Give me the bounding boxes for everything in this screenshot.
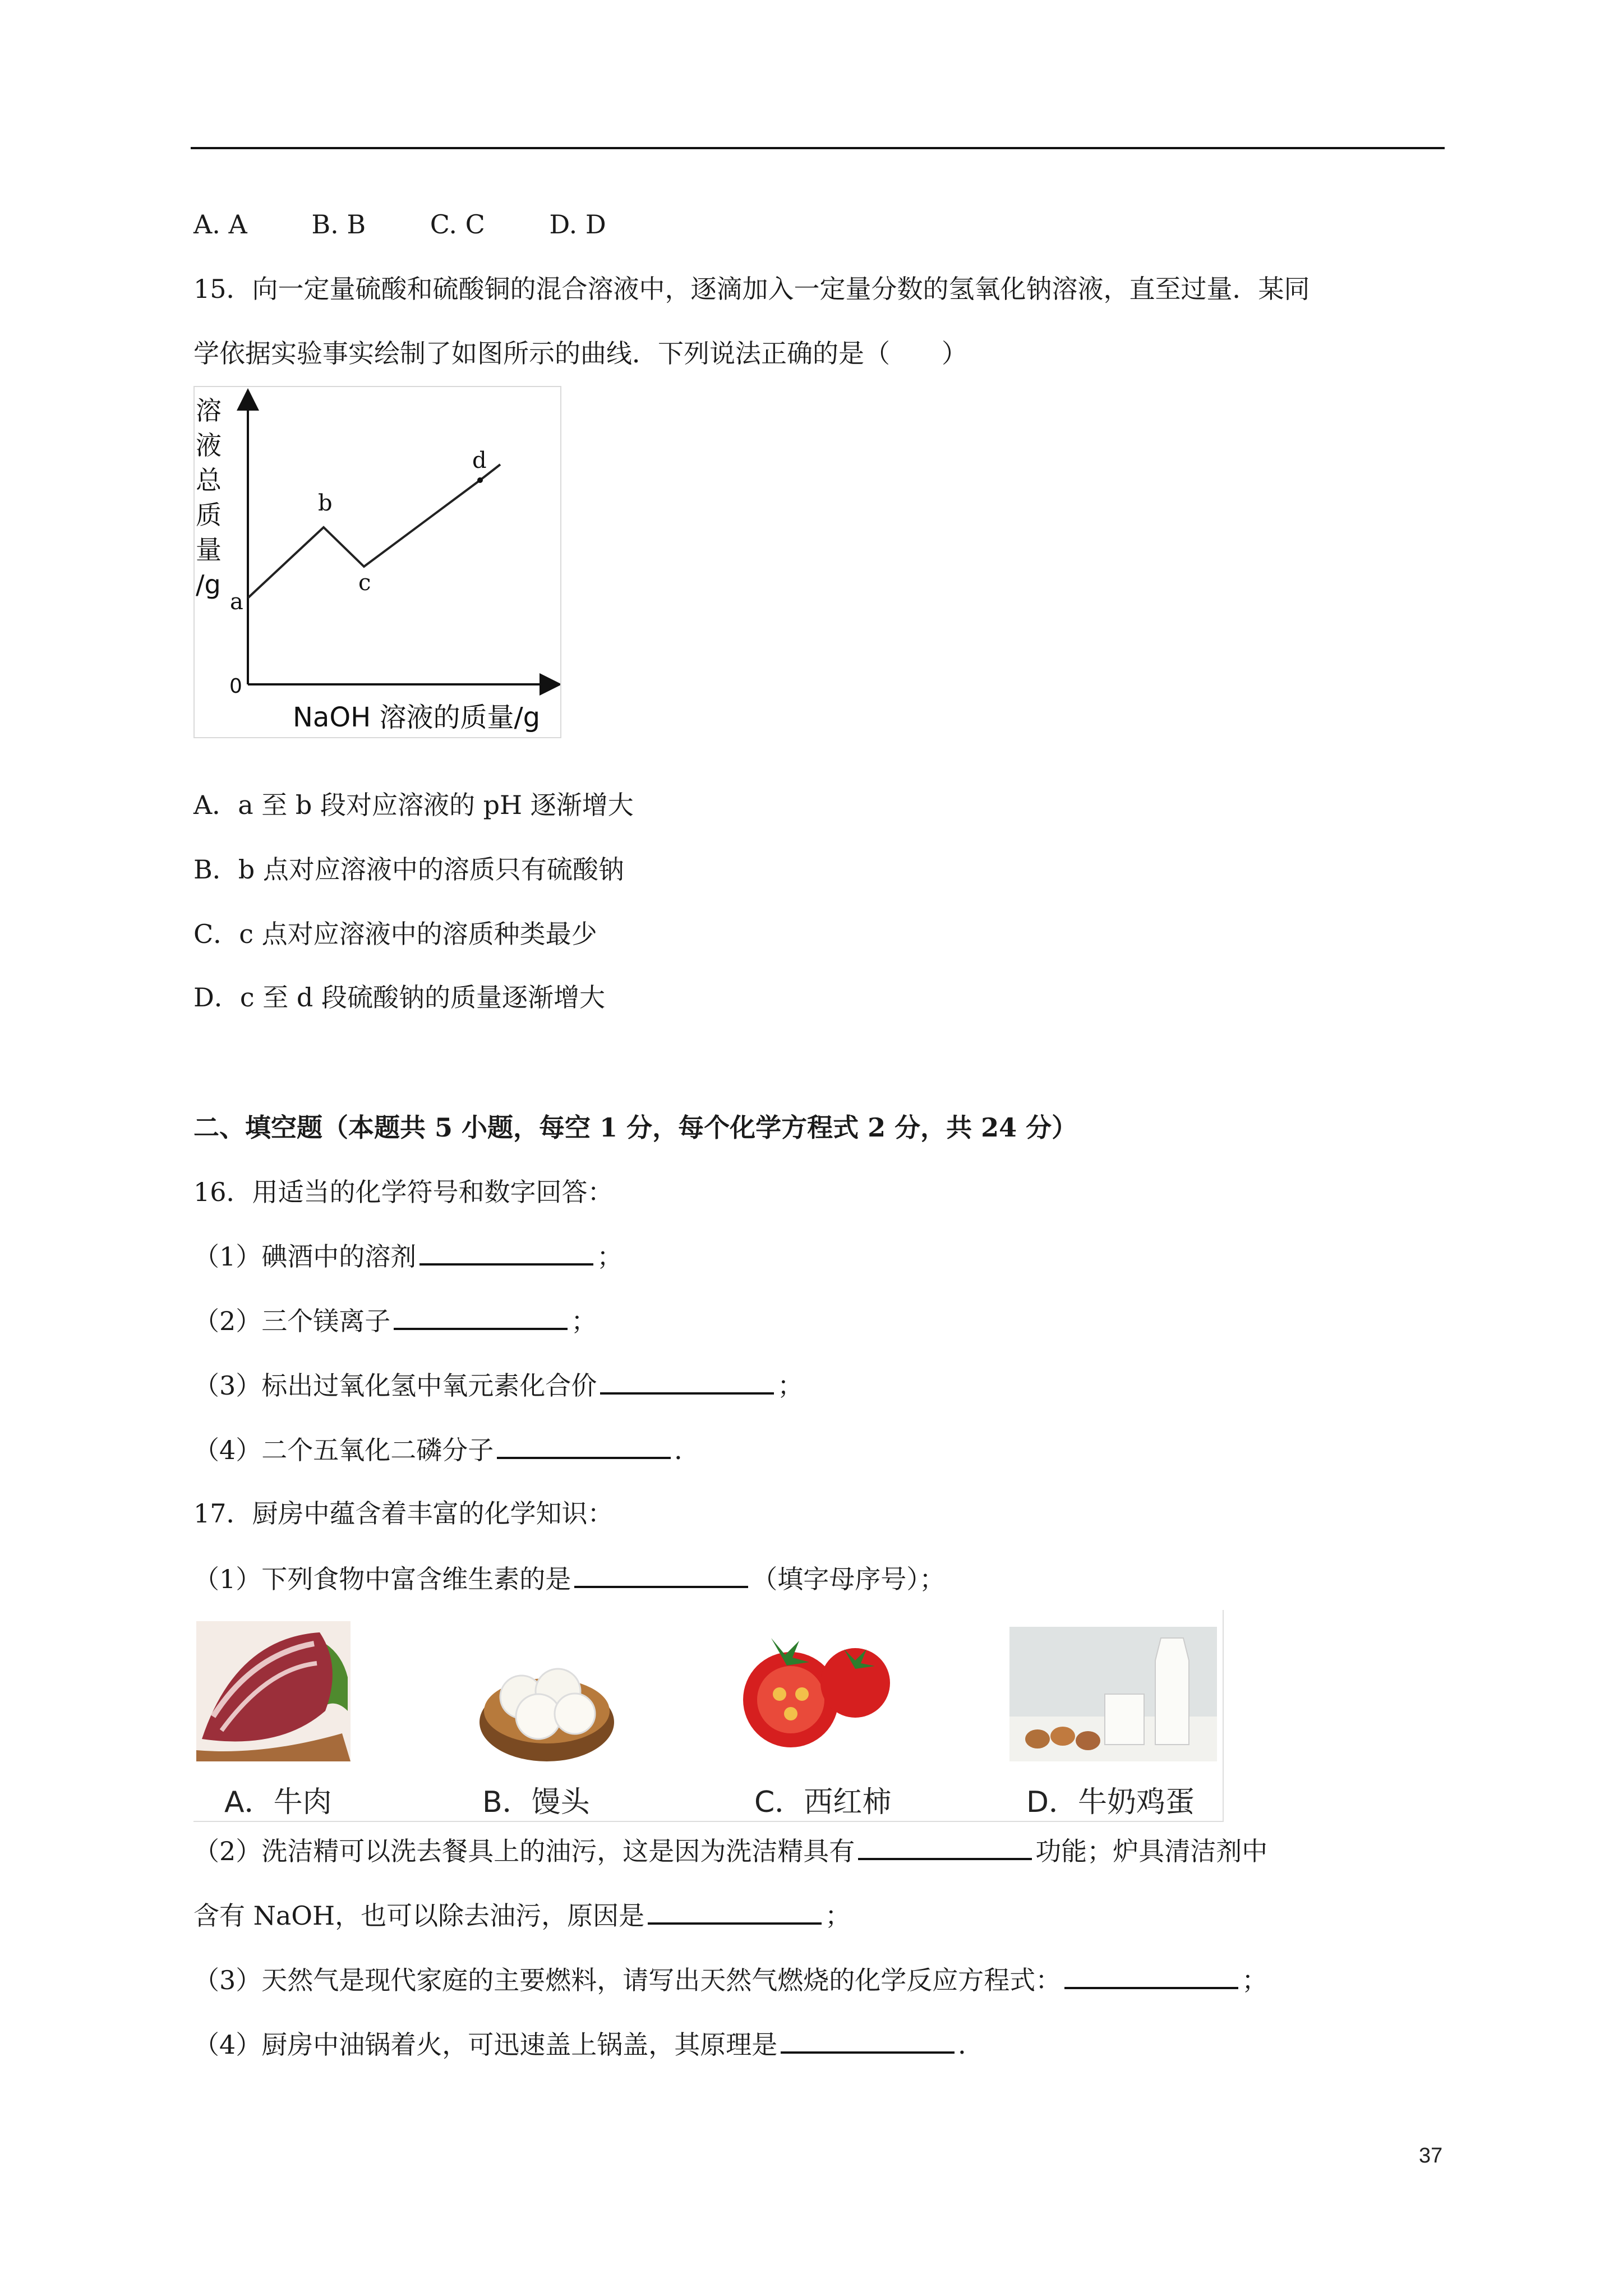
answer-blank xyxy=(600,1370,774,1395)
q16-item-1 xyxy=(193,1240,623,1273)
food-caption-b: B．馒头 xyxy=(482,1786,590,1819)
q17-item-2-mid: 功能；炉具清洁剂中 xyxy=(1035,1836,1268,1866)
beef-image xyxy=(196,1621,351,1761)
x-axis-label: NaOH 溶液的质量/g xyxy=(293,702,541,733)
food-milk-eggs xyxy=(1009,1610,1223,1821)
q14-options xyxy=(193,208,662,241)
food-buns xyxy=(474,1610,642,1821)
section2-heading: 二、填空题（本题共 5 小题，每空 1 分，每个化学方程式 2 分，共 24 分） xyxy=(193,1112,1078,1143)
q15-option-a: A．a 至 b 段对应溶液的 pH 逐渐增大 xyxy=(193,790,634,820)
q16-item-2-end: ； xyxy=(571,1306,597,1336)
point-d xyxy=(477,477,483,483)
answer-blank xyxy=(497,1434,671,1459)
point-label-c: c xyxy=(358,570,371,596)
q17-item-2 xyxy=(193,1834,1267,1868)
q17-item-4-end: ． xyxy=(958,2030,984,2060)
answer-blank xyxy=(648,1900,822,1925)
origin-label: 0 xyxy=(229,675,242,698)
q17-item-4 xyxy=(193,2028,984,2062)
q14-option-b: B. B xyxy=(311,209,366,240)
q15-option-b: B．b 点对应溶液中的溶质只有硫酸钠 xyxy=(193,854,624,885)
q17-item-2-text: （2）洗洁精可以洗去餐具上的油污，这是因为洗洁精具有 xyxy=(193,1836,855,1866)
q14-option-c: C. C xyxy=(430,209,485,240)
food-caption-a: A．牛肉 xyxy=(224,1786,332,1819)
answer-blank xyxy=(394,1305,568,1330)
answer-blank xyxy=(781,2029,955,2054)
y-axis-label-char: 质 xyxy=(196,500,222,530)
q17-stem: 17．厨房中蕴含着丰富的化学知识： xyxy=(193,1498,614,1529)
q16-item-1-text: （1）碘酒中的溶剂 xyxy=(193,1241,417,1272)
buns-image xyxy=(474,1632,620,1767)
milk-eggs-image xyxy=(1009,1627,1217,1761)
q16-item-4 xyxy=(193,1433,700,1467)
q16-stem: 16．用适当的化学符号和数字回答： xyxy=(193,1177,614,1207)
q15-stem-line2: 学依据实验事实绘制了如图所示的曲线．下列说法正确的是（ ） xyxy=(193,338,967,369)
food-caption-d: D．牛奶鸡蛋 xyxy=(1026,1786,1195,1819)
q17-item-3 xyxy=(193,1963,1267,1997)
q16-item-1-end: ； xyxy=(597,1241,623,1272)
q15-stem-line1: 15．向一定量硫酸和硫酸铜的混合溶液中，逐滴加入一定量分数的氢氧化钠溶液，直至过量．某同 xyxy=(193,274,1310,304)
q14-option-d: D. D xyxy=(549,209,606,240)
q17-item-1-text: （1）下列食物中富含维生素的是 xyxy=(193,1564,571,1594)
q17-item-2-line2-text: 含有 NaOH，也可以除去油污，原因是 xyxy=(193,1901,645,1931)
answer-blank xyxy=(858,1835,1032,1860)
page-number: 37 xyxy=(1419,2144,1443,2168)
series-line-group xyxy=(230,448,500,615)
q17-item-1-post: （填字母序号）； xyxy=(751,1564,946,1594)
series-line xyxy=(248,464,500,598)
answer-blank xyxy=(574,1563,748,1588)
q16-item-3-end: ； xyxy=(777,1370,804,1401)
point-label-d: d xyxy=(472,448,487,473)
q16-item-3-text: （3）标出过氧化氢中氧元素化合价 xyxy=(193,1370,597,1401)
header-rule xyxy=(191,147,1445,149)
point-label-b: b xyxy=(318,490,333,516)
q15-option-c: C．c 点对应溶液中的溶质种类最少 xyxy=(193,919,597,949)
y-axis-label-char: 溶 xyxy=(196,395,222,426)
y-axis-label xyxy=(196,395,222,600)
q14-option-a: A. A xyxy=(193,209,247,240)
q16-item-4-end: ． xyxy=(674,1435,700,1465)
answer-blank xyxy=(1064,1964,1238,1989)
q16-item-2-text: （2）三个镁离子 xyxy=(193,1306,391,1336)
q17-item-2-line2 xyxy=(193,1899,851,1932)
y-axis-label-char: 量 xyxy=(196,535,222,565)
q17-item-1 xyxy=(193,1562,945,1596)
food-caption-c: C．西红柿 xyxy=(754,1786,892,1819)
q15-graph xyxy=(193,386,561,738)
y-axis-label-char: 总 xyxy=(196,465,222,495)
q16-item-3 xyxy=(193,1369,803,1402)
food-images-strip xyxy=(193,1610,1224,1822)
q16-item-4-text: （4）二个五氧化二磷分子 xyxy=(193,1435,494,1465)
answer-blank xyxy=(419,1241,593,1266)
q17-item-3-end: ； xyxy=(1242,1965,1268,1995)
q15-option-d: D．c 至 d 段硫酸钠的质量逐渐增大 xyxy=(193,982,605,1013)
q16-item-2 xyxy=(193,1304,597,1338)
point-label-a: a xyxy=(230,589,243,615)
y-axis-label-char: 液 xyxy=(196,430,222,461)
food-tomato xyxy=(732,1610,923,1821)
q17-item-4-text: （4）厨房中油锅着火，可迅速盖上锅盖，其原理是 xyxy=(193,2030,778,2060)
q17-item-2-line2-end: ； xyxy=(825,1901,851,1931)
food-beef xyxy=(193,1610,362,1821)
q15-chart-svg xyxy=(195,387,560,737)
q17-item-3-text: （3）天然气是现代家庭的主要燃料，请写出天然气燃烧的化学反应方程式： xyxy=(193,1965,1062,1995)
y-axis-label-char: /g xyxy=(196,569,221,600)
tomato-image xyxy=(737,1616,906,1767)
